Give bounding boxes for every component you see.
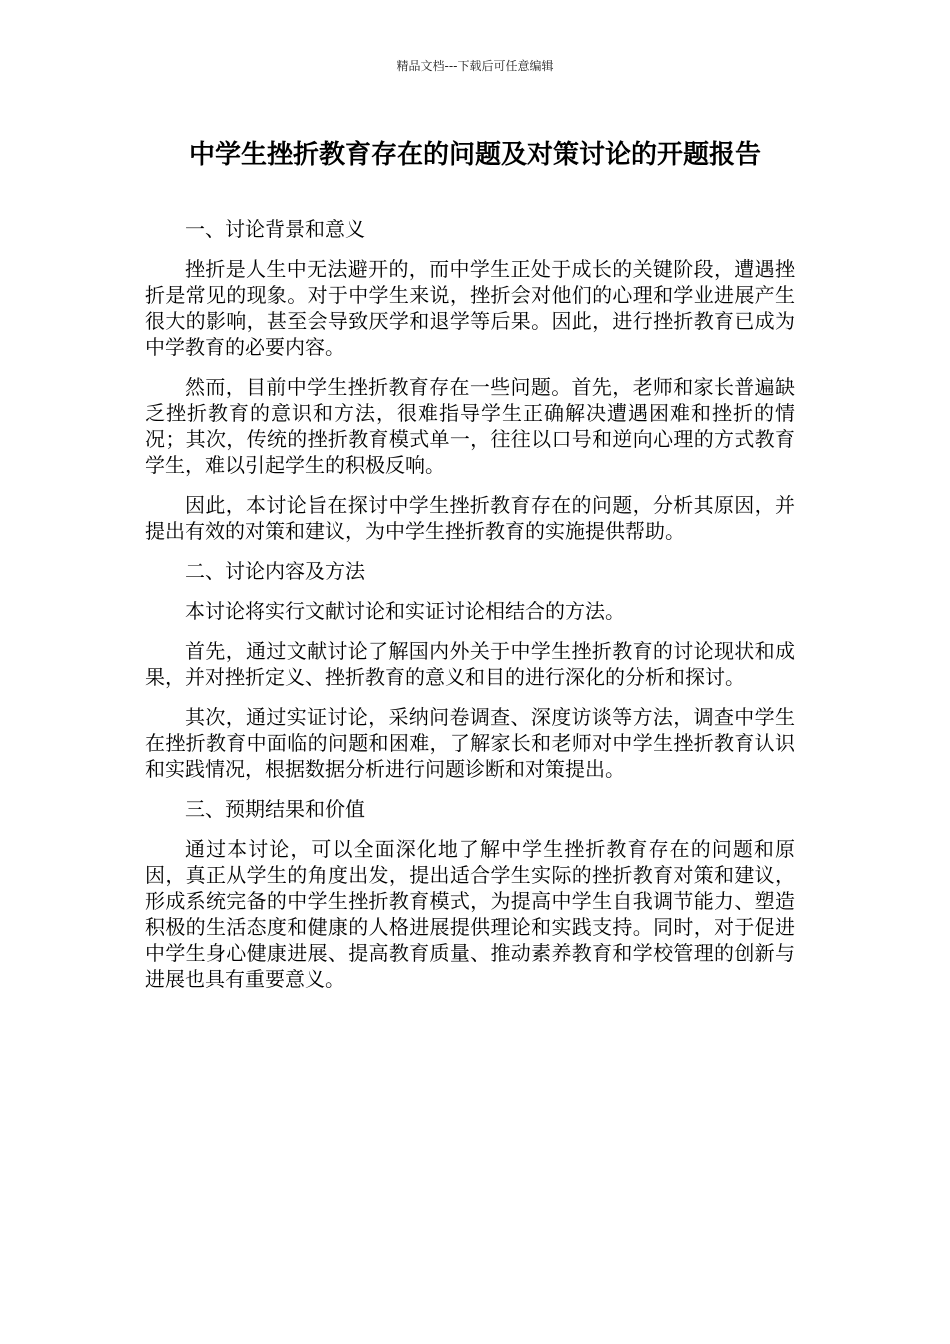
paragraph: 首先，通过文献讨论了解国内外关于中学生挫折教育的讨论现状和成果，并对挫折定义、挫折教育的意义和目的进行深化的分析和探讨。 bbox=[145, 639, 795, 689]
paragraph: 本讨论将实行文献讨论和实证讨论相结合的方法。 bbox=[185, 599, 625, 623]
paragraph: 因此，本讨论旨在探讨中学生挫折教育存在的问题，分析其原因，并提出有效的对策和建议，为中学生挫折教育的实施提供帮助。 bbox=[145, 493, 795, 543]
paragraph: 其次，通过实证讨论，采纳问卷调查、深度访谈等方法，调查中学生在挫折教育中面临的问题和困难，了解家长和老师对中学生挫折教育认识和实践情况，根据数据分析进行问题诊断和对策提出。 bbox=[145, 705, 795, 781]
paragraph: 然而，目前中学生挫折教育存在一些问题。首先，老师和家长普遍缺乏挫折教育的意识和方法，很难指导学生正确解决遭遇困难和挫折的情况；其次，传统的挫折教育模式单一，往往以口号和逆向心理的方式教育学生，难以引起学生的积极反响。 bbox=[145, 375, 795, 477]
document-title: 中学生挫折教育存在的问题及对策讨论的开题报告 bbox=[188, 140, 761, 170]
document-body bbox=[145, 216, 795, 1006]
section-heading-methods: 二、讨论内容及方法 bbox=[185, 559, 365, 583]
section-heading-expected-results: 三、预期结果和价值 bbox=[185, 797, 365, 821]
paragraph: 通过本讨论，可以全面深化地了解中学生挫折教育存在的问题和原因，真正从学生的角度出发，提出适合学生实际的挫折教育对策和建议，形成系统完备的中学生挫折教育模式，为提高中学生自我调节能力、塑造积极的生活态度和健康的人格进展提供理论和实践支持。同时，对于促进中学生身心健康进展、提高教育质量、推动素养教育和学校管理的创新与进展也具有重要意义。 bbox=[145, 837, 795, 991]
section-heading-background: 一、讨论背景和意义 bbox=[185, 217, 365, 241]
paragraph: 挫折是人生中无法避开的，而中学生正处于成长的关键阶段，遭遇挫折是常见的现象。对于中学生来说，挫折会对他们的心理和学业进展产生很大的影响，甚至会导致厌学和退学等后果。因此，进行挫折教育已成为中学教育的必要内容。 bbox=[145, 257, 795, 359]
header-note: 精品文档---下载后可任意编辑 bbox=[396, 59, 554, 73]
